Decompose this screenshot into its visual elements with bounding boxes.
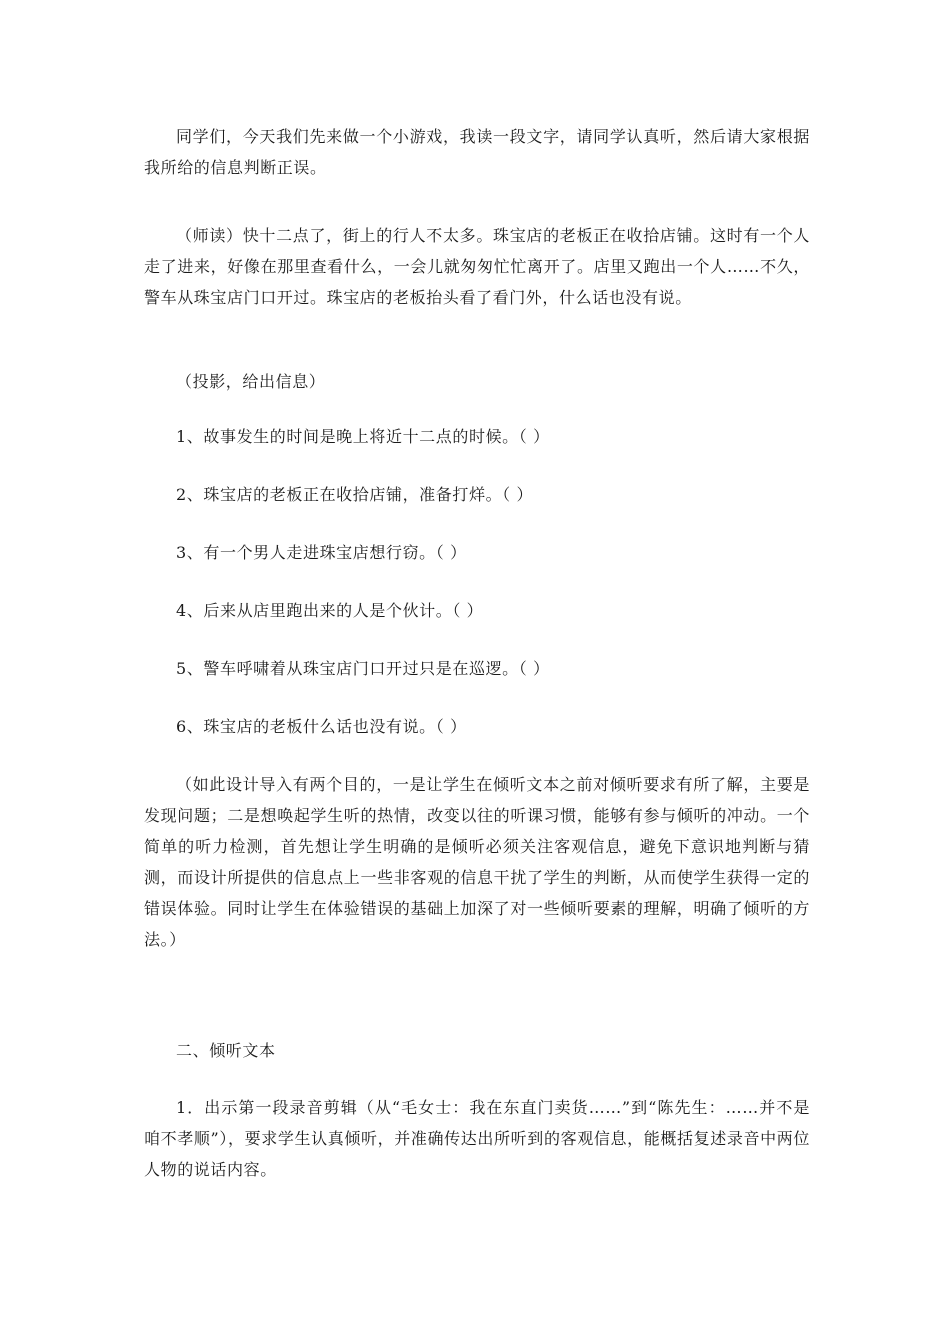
question-item: 6、珠宝店的老板什么话也没有说。（ ） xyxy=(176,717,467,736)
section-heading: 二、倾听文本 xyxy=(176,1041,276,1060)
question-item: 5、警车呼啸着从珠宝店门口开过只是在巡逻。（ ） xyxy=(176,659,550,678)
projection-note: （投影，给出信息） xyxy=(176,372,326,391)
design-note-paragraph: （如此设计导入有两个目的，一是让学生在倾听文本之前对倾听要求有所了解，主要是发现问题；二是想唤起学生听的热情，改变以往的听课习惯，能够有参与倾听的冲动。一个简单的听力检测，首先想让学生明确的是倾听必须关注客观信息，避免下意识地判断与猜测，而设计所提供的信息点上一些非客观的信息干扰了学生的判断，从而使学生获得一定的错误体验。同时让学生在体验错误的基础上加深了对一些倾听要素的理解，明确了倾听的方法。） xyxy=(144,775,810,949)
question-item: 2、珠宝店的老板正在收拾店铺，准备打烊。（ ） xyxy=(176,485,534,504)
question-item: 1、故事发生的时间是晚上将近十二点的时候。（ ） xyxy=(176,427,550,446)
question-item: 4、后来从店里跑出来的人是个伙计。（ ） xyxy=(176,601,484,620)
intro-paragraph: 同学们，今天我们先来做一个小游戏，我读一段文字，请同学认真听，然后请大家根据我所给的信息判断正误。 xyxy=(144,127,810,177)
teacher-reading-paragraph: （师读）快十二点了，街上的行人不太多。珠宝店的老板正在收拾店铺。这时有一个人走了进来，好像在那里查看什么，一会儿就匆匆忙忙离开了。店里又跑出一个人……不久，警车从珠宝店门口开过。珠宝店的老板抬头看了看门外，什么话也没有说。 xyxy=(144,226,810,307)
question-item: 3、有一个男人走进珠宝店想行窃。（ ） xyxy=(176,543,467,562)
step-1-paragraph: 1．出示第一段录音剪辑（从“毛女士：我在东直门卖货……”到“陈先生：……并不是咱不孝顺”），要求学生认真倾听，并准确传达出所听到的客观信息，能概括复述录音中两位人物的说话内容。 xyxy=(144,1098,810,1179)
